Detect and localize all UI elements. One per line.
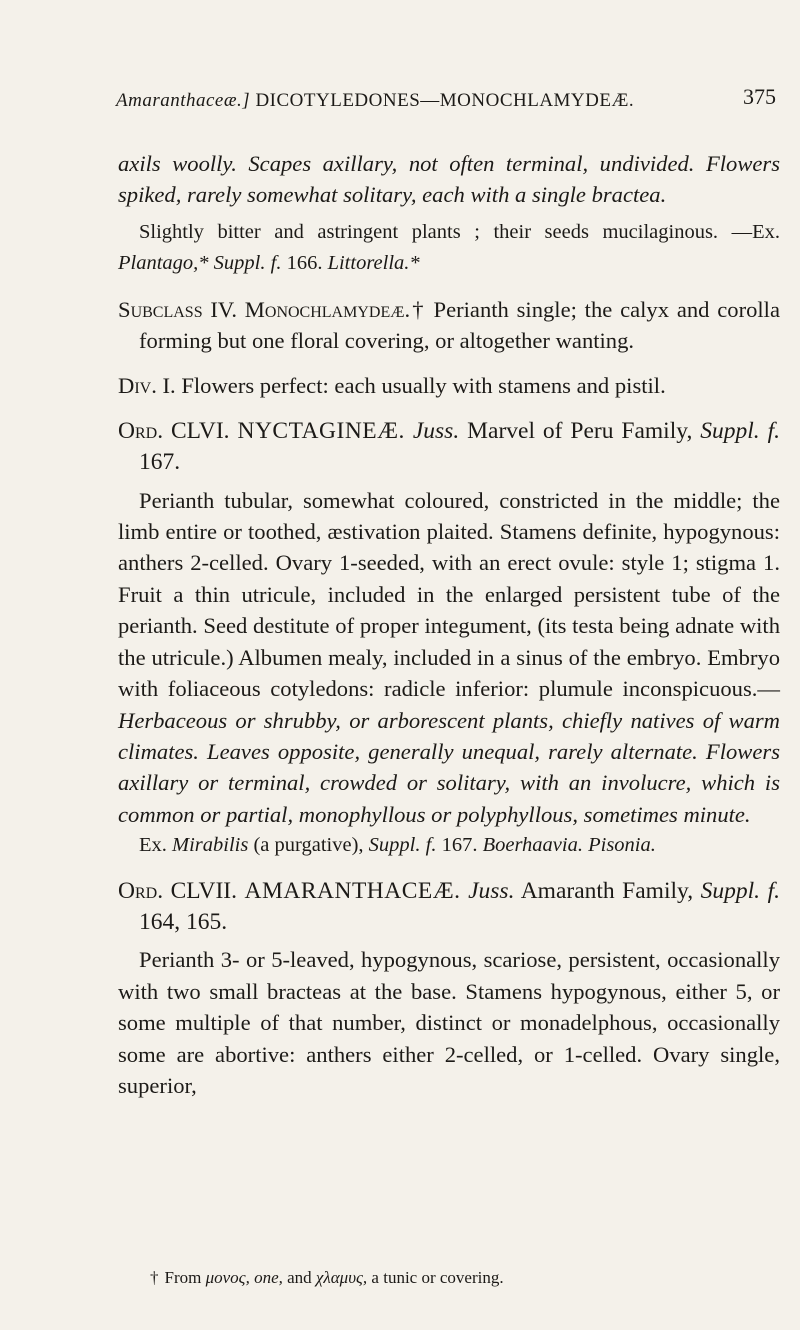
running-head [116,90,634,112]
footnote-mark: † [150,1268,159,1287]
subclass-text: Perianth single; the calyx and corolla forming but one floral covering, or altogether wanting. [139,296,780,354]
footnote-gloss: one, [254,1268,283,1287]
example-genus: Boerhaavia. [482,834,583,857]
footnote-and: and [287,1268,312,1287]
greek-word: χλαμυς, [315,1268,368,1287]
family-name: Amaranth Family, [520,877,694,904]
example-genus: Pisonia. [588,834,656,857]
fig-number: 164, 165. [139,908,228,935]
footnote-meaning: a tunic or covering. [371,1268,504,1287]
page-header [116,84,776,124]
order-label: Ord. CLVI. [118,417,230,444]
example-prefix: Ex. [139,834,167,857]
subclass-entry [118,294,780,357]
fig-number: 166. [286,252,323,275]
order-heading [118,876,780,939]
order-label: Ord. CLVII. [118,877,237,904]
division-label: Div. I. [118,373,176,399]
suppl-ref: Suppl. f. [700,877,780,904]
greek-word: μονος, [205,1268,250,1287]
order-description: Perianth 3- or 5-leaved, hypogynous, scariose, persistent, occasionally with two small bracteas at the base. Stamens hypogynous, either 5, or some multiple of that number, distinct or monadelphous, occasionally some are abortive: anthers either 2-celled, or 1-celled. Ovary single, superior, [118,947,780,1098]
order-examples [118,830,780,861]
fig-number: 167. [139,449,181,476]
character-text: Herbaceous or shrubby, or arborescent plants, chiefly natives of warm climates. Leaves opposite, generally unequal, rarely alternate. Flowers axillary or terminal, crowded or solitary, with an involucre, which is common or partial, monophyllous or polyphyllous, sometimes minute. [118,707,780,827]
example-genus: Mirabilis [172,834,249,857]
order-authority: Juss. [412,417,460,444]
order-description [118,485,780,830]
description-text: Perianth tubular, somewhat coloured, constricted in the middle; the limb entire or toothed, æstivation plaited. Stamens definite, hypogynous: anthers 2-celled. Ovary 1-seeded, with an erect ovule: style 1; stigma 1. Fruit a thin utricule, included in the enlarged persistent tube of the perianth. Seed destitute of proper integument, (its testa being adnate with the utricule.) Albumen mealy, included in a sinus of the embryo. Embryo with foliaceous cotyledons: radicle inferior: plumule inconspicuous.— [118,487,780,702]
carryover-character: axils woolly. Scapes axillary, not often terminal, undivided. Flowers spiked, rarely somewhat solitary, each with a single bractea. [118,151,780,208]
order-authority: Juss. [468,877,515,904]
footnote [150,1268,770,1288]
example-prefix: —Ex. [731,220,780,243]
subclass-name: Monochlamydeæ.† [244,296,426,322]
division-text: Flowers perfect: each usually with stamens and pistil. [181,373,666,399]
order-name: AMARANTHACEÆ. [244,877,461,904]
section-title: Amaranthaceæ.] [116,90,251,111]
example-note: (a purgative), [253,834,364,857]
carryover-properties [118,217,780,280]
family-name: Marvel of Peru Family, [467,417,693,444]
suppl-ref: Suppl. f. [700,417,780,444]
subclass-label: Subclass IV. [118,296,237,322]
footnote-from: From [164,1268,202,1287]
example-genus: Plantago,* [118,252,209,275]
suppl-ref: Suppl. f. [213,252,282,275]
order-heading [118,416,780,479]
page-body [118,148,780,1101]
division-entry [118,370,780,401]
suppl-ref: Suppl. f. [368,834,437,857]
running-title: DICOTYLEDONES—MONOCHLAMYDEÆ. [255,90,635,111]
example-genus: Littorella.* [327,252,420,275]
order-name: NYCTAGINEÆ. [237,417,405,444]
page-number: 375 [743,84,776,109]
fig-number: 167. [441,834,478,857]
properties-text: Slightly bitter and astringent plants ; their seeds mucilaginous. [139,220,719,243]
